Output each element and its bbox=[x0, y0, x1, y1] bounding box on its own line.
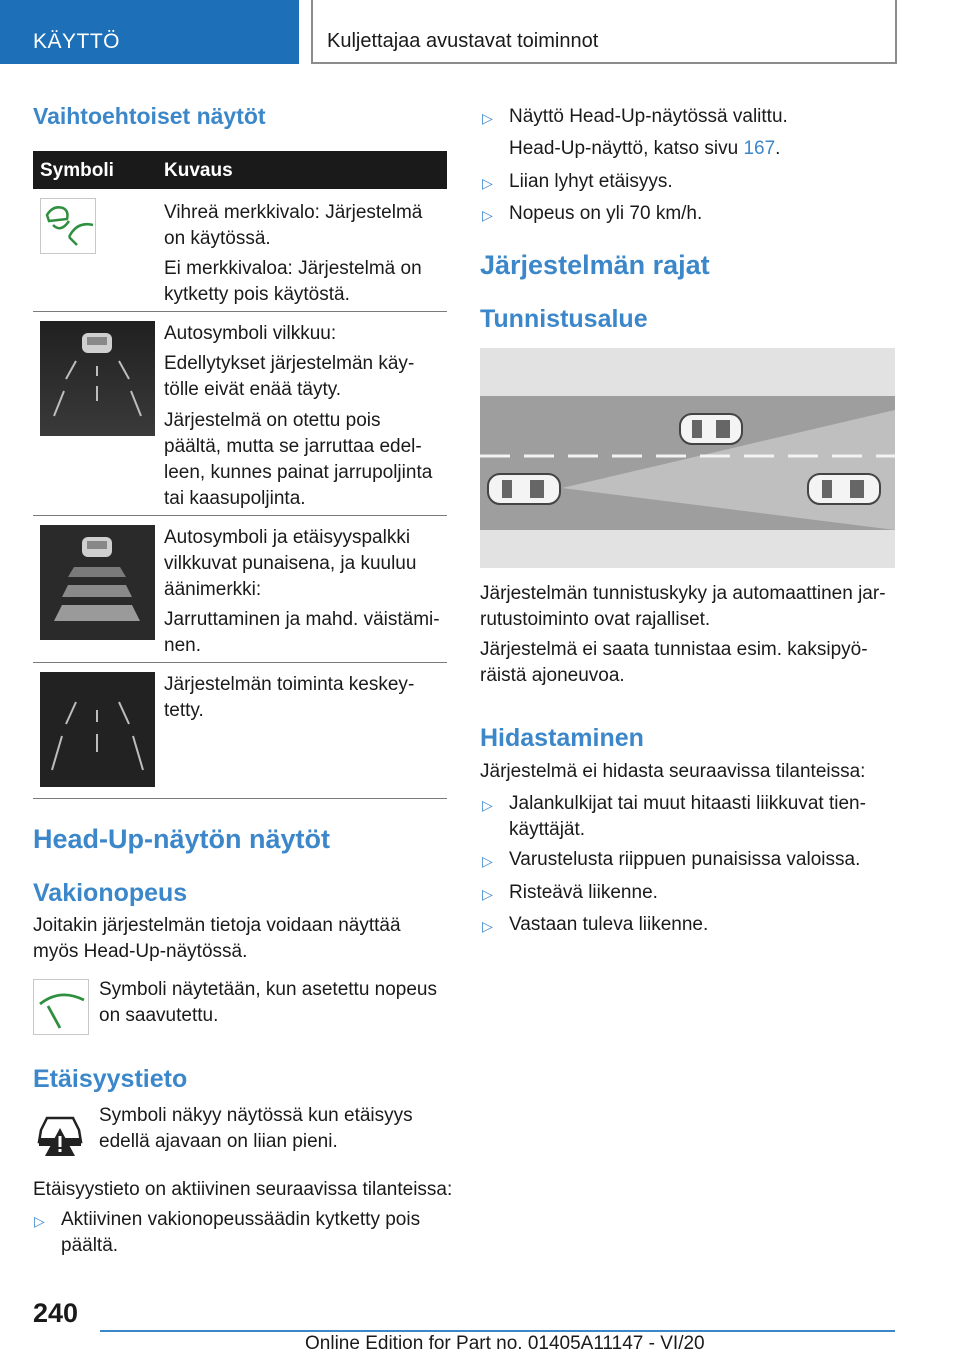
page-number: 240 bbox=[33, 1298, 79, 1328]
dist-bullet-1: Aktiivinen vakionopeussäädin kytketty pois päältä. bbox=[61, 1209, 421, 1256]
car-flashing-image bbox=[40, 321, 155, 436]
alt-displays-title: Vaihtoehtoiset näytöt bbox=[33, 103, 266, 129]
detection-diagram-icon bbox=[480, 348, 895, 568]
speed-symbol-text: Symboli näytetään, kun asetettu nopeus on saavutettu. bbox=[99, 979, 438, 1026]
limits-title: Järjestelmän rajat bbox=[480, 250, 710, 280]
car-distance-bar-image bbox=[40, 525, 155, 640]
bullet-triangle-icon: ▷ bbox=[482, 175, 493, 191]
footer-rule bbox=[100, 1330, 895, 1332]
slow-title: Hidastaminen bbox=[480, 724, 644, 752]
row1-desc-1: Vihreä merkkivalo: Järjestelmä on käytössä. bbox=[164, 202, 423, 249]
col-symbol-header: Symboli bbox=[40, 160, 114, 181]
green-indicator-symbol bbox=[40, 198, 96, 254]
footer-edition: Online Edition for Part no. 01405A11147 - VI/20 bbox=[305, 1333, 705, 1354]
row3-desc-2: Jarruttaminen ja mahd. väistäminen. bbox=[164, 609, 440, 656]
right-bullet-3: Nopeus on yli 70 km/h. bbox=[509, 203, 703, 224]
dist-title: Etäisyystieto bbox=[33, 1065, 188, 1093]
detect-title: Tunnistusalue bbox=[480, 305, 648, 333]
detect-text-2: Järjestelmä ei saata tunnistaa esim. kaksipyöräistä ajoneuvoa. bbox=[480, 639, 868, 686]
hud-title: Head-Up-näytön näytöt bbox=[33, 824, 330, 854]
detect-text-1: Järjestelmän tunnistuskyky ja automaattinen jarrutustoiminto ovat rajalliset. bbox=[480, 583, 886, 630]
car-warning-icon bbox=[33, 1108, 87, 1162]
detection-area-image bbox=[480, 348, 895, 568]
distance-bar-icon bbox=[40, 525, 155, 640]
bullet-triangle-icon: ▷ bbox=[482, 797, 493, 813]
bullet-triangle-icon: ▷ bbox=[482, 110, 493, 126]
row2-desc-2: Edellytykset järjestelmän käytölle eivät enää täyty. bbox=[164, 353, 415, 400]
speed-title: Vakionopeus bbox=[33, 879, 188, 907]
speed-text: Joitakin järjestelmän tietoja voidaan näyttää myös Head-Up-näytössä. bbox=[33, 915, 401, 962]
row1-desc-2: Ei merkkivaloa: Järjestelmä on kytketty pois käytöstä. bbox=[164, 258, 422, 305]
hud-ref-suffix: . bbox=[775, 138, 781, 159]
right-bullet-1: Näyttö Head-Up-näytössä valittu. bbox=[509, 106, 788, 127]
dist-symbol-text: Symboli näkyy näytössä kun etäisyys edellä ajavaan on liian pieni. bbox=[99, 1105, 413, 1152]
row2-desc-1: Autosymboli vilkkuu: bbox=[164, 323, 337, 344]
header-section-tab bbox=[0, 0, 299, 64]
header-section: KÄYTTÖ bbox=[33, 30, 121, 53]
speed-symbol bbox=[33, 979, 89, 1035]
slow-bullet-2: Varustelusta riippuen punaisissa valoissa. bbox=[509, 849, 861, 870]
bullet-triangle-icon: ▷ bbox=[482, 886, 493, 902]
hud-reference bbox=[509, 136, 899, 162]
road-car-icon bbox=[40, 321, 155, 436]
bullet-triangle-icon: ▷ bbox=[482, 853, 493, 869]
header-chapter-box bbox=[311, 0, 897, 64]
bullet-triangle-icon: ▷ bbox=[34, 1213, 45, 1229]
header-chapter: Kuljettajaa avustavat toiminnot bbox=[327, 30, 599, 52]
row-divider bbox=[33, 662, 447, 663]
empty-road-icon bbox=[40, 672, 155, 787]
slow-text: Järjestelmä ei hidasta seuraavissa tilanteissa: bbox=[480, 761, 866, 782]
slow-bullet-3: Risteävä liikenne. bbox=[509, 882, 658, 903]
acc-green-icon bbox=[41, 199, 95, 253]
row3-desc-1: Autosymboli ja etäisyyspalkki vilkkuvat punaisena, ja kuuluu äänimerkki: bbox=[164, 527, 417, 600]
table-bottom-rule bbox=[33, 798, 447, 799]
slow-bullet-1: Jalankulkijat tai muut hitaasti liikkuvat tienkäyttäjät. bbox=[509, 793, 866, 840]
right-bullet-2: Liian lyhyt etäisyys. bbox=[509, 171, 673, 192]
table-header bbox=[33, 151, 447, 189]
hud-ref-prefix: Head-Up-näyttö, katso sivu bbox=[509, 138, 739, 159]
row-divider bbox=[33, 311, 447, 312]
speedometer-green-icon bbox=[34, 980, 88, 1034]
bullet-triangle-icon: ▷ bbox=[482, 207, 493, 223]
row4-desc-1: Järjestelmän toiminta keskeytetty. bbox=[164, 674, 415, 721]
dist-active-text: Etäisyystieto on aktiivinen seuraavissa tilanteissa: bbox=[33, 1179, 453, 1200]
row2-desc-3: Järjestelmä on otettu pois päältä, mutta se jarruttaa edelleen, kunnes painat jarrupoljinta tai kaasupoljinta. bbox=[164, 410, 433, 509]
row-divider bbox=[33, 515, 447, 516]
bullet-triangle-icon: ▷ bbox=[482, 918, 493, 934]
col-desc-header: Kuvaus bbox=[164, 160, 233, 181]
hud-ref-page-link[interactable]: 167 bbox=[743, 138, 776, 159]
system-interrupted-image bbox=[40, 672, 155, 787]
slow-bullet-4: Vastaan tuleva liikenne. bbox=[509, 914, 709, 935]
distance-warning-symbol bbox=[33, 1108, 87, 1162]
